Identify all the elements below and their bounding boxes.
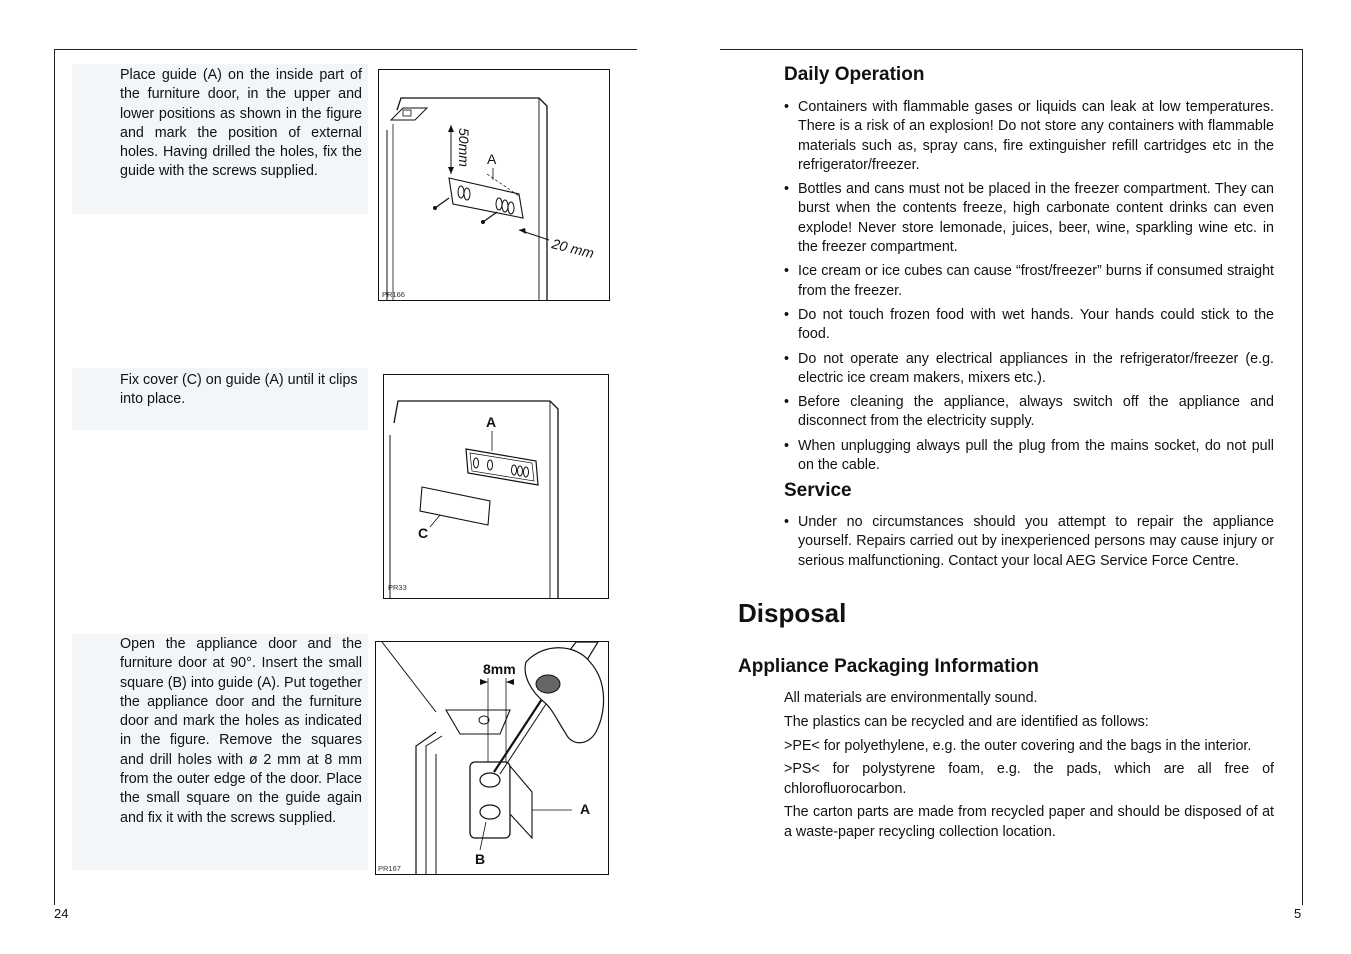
figure-code-pr166: PR166 xyxy=(382,290,405,299)
left-top-rule xyxy=(54,49,637,50)
packaging-paragraph: The carton parts are made from recycled paper and should be disposed of at a waste-paper recycling collection location. xyxy=(784,804,1274,840)
label-8mm: 8mm xyxy=(483,661,516,677)
packaging-paragraph: >PS< for polystyrene foam, e.g. the pads, which are all free of chlorofluorocarbon. xyxy=(784,761,1274,797)
packaging-paragraph: >PE< for polyethylene, e.g. the outer covering and the bags in the interior. xyxy=(784,737,1252,754)
list-item: • When unplugging always pull the plug from the mains socket, do not pull on the cable. xyxy=(784,437,1274,476)
label-a-pr33: A xyxy=(486,414,497,430)
label-a-pr167: A xyxy=(580,801,591,817)
packaging-paragraph: All materials are environmentally sound. xyxy=(784,690,1038,706)
page-number-right: 5 xyxy=(1294,906,1302,921)
step-3-text: Open the appliance door and the furniture door at 90°. Insert the small square (B) into guide (A). Put together the appliance door and the furniture door and mark the holes as indicated in the figure. Remove the squares and drill holes with ø 2 mm at 8 mm from the outer edge of the door. Place the small square on the guide again and fix it with the screws supplied. xyxy=(120,636,362,826)
step-1-text: Place guide (A) on the inside part of the furniture door, in the upper and lower positions as shown in the figure and mark the position of external holes. Having drilled the holes, fix the guide with the screws supplied. xyxy=(120,67,362,180)
figure-pr33 xyxy=(383,374,609,599)
figure-code-pr167: PR167 xyxy=(378,864,401,873)
packaging-subheading: Appliance Packaging Information xyxy=(738,656,1039,677)
list-item: • Bottles and cans must not be placed in the freezer compartment. They can burst when the contents freeze, high carbonate content drinks can even explode! Never store lemonade, juices, beer, wine, sparkling wine etc. in the freezer compartment. xyxy=(784,180,1274,257)
figure-pr166-drawing xyxy=(379,70,609,300)
list-item: • Containers with flammable gases or liquids can leak at low temperatures. There is a risk of an explosion! Do not store any containers with flammable materials such as, spray cans, fire extinguisher refill cartridges etc in the refrigerator/freezer. xyxy=(784,98,1274,175)
right-top-rule xyxy=(720,49,1303,50)
label-a-pr166: A xyxy=(487,151,497,167)
daily-operation-heading: Daily Operation xyxy=(784,64,925,85)
service-heading: Service xyxy=(784,480,852,501)
label-20mm: 20 mm xyxy=(550,235,596,262)
packaging-paragraph: The plastics can be recycled and are identified as follows: xyxy=(784,713,1149,730)
packaging-paragraphs xyxy=(784,689,1274,847)
figure-pr167 xyxy=(375,641,609,875)
list-item: • Do not operate any electrical appliances in the refrigerator/freezer (e.g. electric ice cream makers, mixers etc.). xyxy=(784,350,1274,389)
list-item: • Under no circumstances should you attempt to repair the appliance yourself. Repairs carried out by inexperienced persons may cause injury or serious malfunctioning. Contact your local AEG Service Force Centre. xyxy=(784,513,1274,571)
list-item: • Before cleaning the appliance, always switch off the appliance and disconnect from the electricity supply. xyxy=(784,393,1274,432)
step-2-text: Fix cover (C) on guide (A) until it clips into place. xyxy=(120,372,358,408)
service-list xyxy=(784,513,1274,576)
daily-operation-list xyxy=(784,98,1274,480)
left-side-rule xyxy=(54,49,55,905)
figure-pr33-drawing xyxy=(384,375,608,598)
label-c-pr33: C xyxy=(418,525,429,541)
label-b-pr167: B xyxy=(475,851,486,867)
page-number-left: 24 xyxy=(54,906,69,921)
list-item: • Ice cream or ice cubes can cause “frost/freezer” burns if consumed straight from the freezer. xyxy=(784,262,1274,301)
list-item: • Do not touch frozen food with wet hands. Your hands could stick to the food. xyxy=(784,306,1274,345)
right-side-rule xyxy=(1302,49,1303,905)
figure-pr166 xyxy=(378,69,610,301)
figure-pr167-drawing xyxy=(376,642,608,874)
figure-code-pr33: PR33 xyxy=(388,583,407,592)
disposal-heading: Disposal xyxy=(738,598,847,628)
label-50mm: 50mm xyxy=(456,128,472,167)
